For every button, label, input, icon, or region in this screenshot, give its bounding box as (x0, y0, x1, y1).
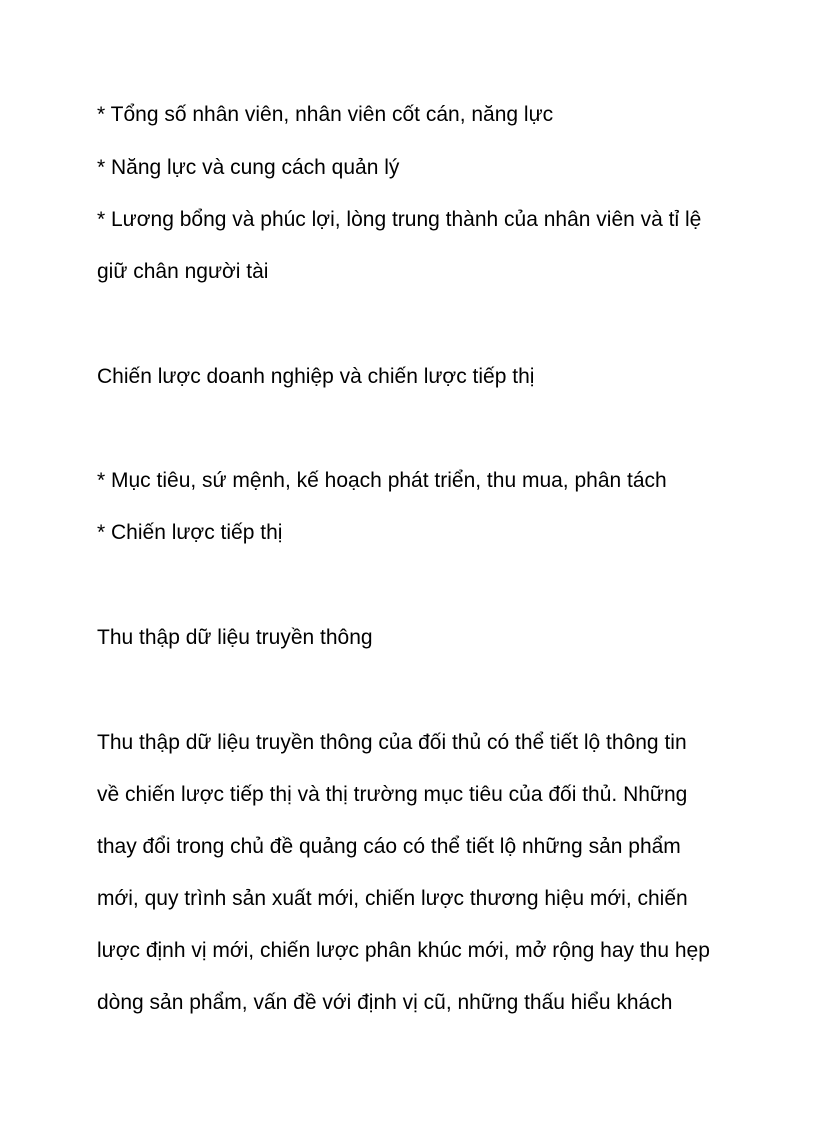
paragraph-line: Thu thập dữ liệu truyền thông của đối thủ có thể tiết lộ thông tin (97, 731, 687, 754)
bullet-management: * Năng lực và cung cách quản lý (97, 156, 400, 179)
bullet-compensation-continued: giữ chân người tài (97, 260, 269, 283)
paragraph-line: dòng sản phẩm, vấn đề với định vị cũ, những thấu hiểu khách (97, 991, 673, 1014)
bullet-employees: * Tổng số nhân viên, nhân viên cốt cán, năng lực (97, 103, 554, 126)
heading-strategy: Chiến lược doanh nghiệp và chiến lược tiếp thị (97, 365, 535, 388)
paragraph-line: lược định vị mới, chiến lược phân khúc mới, mở rộng hay thu hẹp (97, 939, 710, 962)
paragraph-line: mới, quy trình sản xuất mới, chiến lược thương hiệu mới, chiến (97, 887, 688, 910)
paragraph-line: thay đổi trong chủ đề quảng cáo có thể tiết lộ những sản phẩm (97, 835, 681, 858)
bullet-compensation: * Lương bổng và phúc lợi, lòng trung thành của nhân viên và tỉ lệ (97, 208, 702, 231)
bullet-objectives: * Mục tiêu, sứ mệnh, kế hoạch phát triển, thu mua, phân tách (97, 469, 667, 492)
bullet-marketing-strategy: * Chiến lược tiếp thị (97, 521, 283, 544)
paragraph-line: về chiến lược tiếp thị và thị trường mục tiêu của đối thủ. Những (97, 783, 688, 806)
heading-media-data: Thu thập dữ liệu truyền thông (97, 626, 373, 649)
